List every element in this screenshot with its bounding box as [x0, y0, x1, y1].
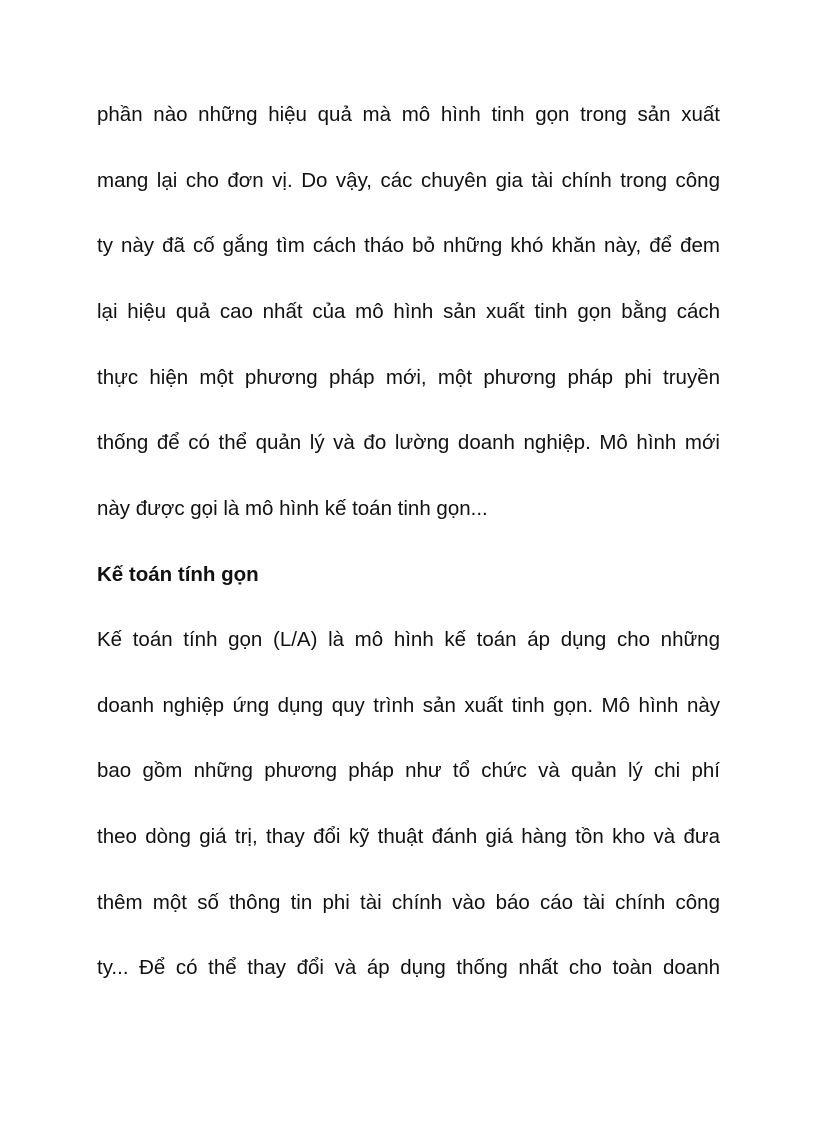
text-line: doanh nghiệp ứng dụng quy trình sản xuất tinh gọn. Mô hình này: [97, 694, 720, 717]
section-heading: Kế toán tính gọn: [97, 563, 259, 586]
text-line: thống để có thể quản lý và đo lường doanh nghiệp. Mô hình mới: [97, 431, 720, 454]
text-line: Kế toán tính gọn (L/A) là mô hình kế toán áp dụng cho những: [97, 628, 720, 651]
text-line: mang lại cho đơn vị. Do vậy, các chuyên gia tài chính trong công: [97, 169, 720, 192]
text-line: phần nào những hiệu quả mà mô hình tinh gọn trong sản xuất: [97, 103, 720, 126]
text-line: ty... Để có thể thay đổi và áp dụng thống nhất cho toàn doanh: [97, 956, 720, 979]
text-line: lại hiệu quả cao nhất của mô hình sản xuất tinh gọn bằng cách: [97, 300, 720, 323]
text-line: theo dòng giá trị, thay đổi kỹ thuật đánh giá hàng tồn kho và đưa: [97, 825, 720, 848]
text-line: bao gồm những phương pháp như tổ chức và quản lý chi phí: [97, 759, 720, 782]
text-line: thực hiện một phương pháp mới, một phương pháp phi truyền: [97, 366, 720, 389]
text-line: này được gọi là mô hình kế toán tinh gọn...: [97, 497, 488, 520]
text-line: thêm một số thông tin phi tài chính vào báo cáo tài chính công: [97, 891, 720, 914]
text-line: ty này đã cố gắng tìm cách tháo bỏ những khó khăn này, để đem: [97, 234, 720, 257]
